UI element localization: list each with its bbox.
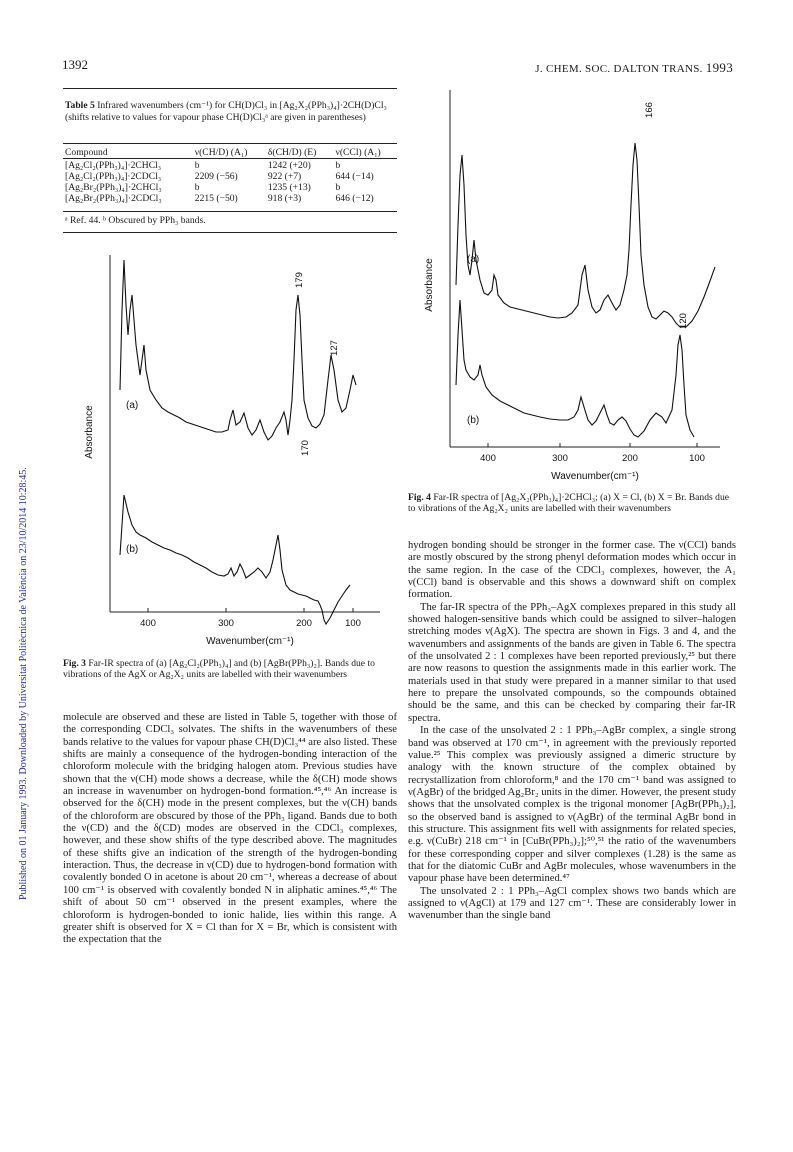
fig4-trace-a — [456, 143, 715, 327]
fig4-trace-a-label: (a) — [467, 254, 480, 265]
table5-label: Table 5 — [65, 100, 95, 111]
table-cell: b — [194, 182, 200, 193]
table5-col-delta-ch: δ(CH/D) (E) — [267, 147, 317, 158]
table-cell: [Ag₂Cl₂(PPh₃)₄]·2CHCl₃ — [65, 160, 162, 171]
journal-header — [535, 60, 733, 76]
fig4-ylabel: Absorbance — [424, 258, 435, 312]
table-head-rule — [63, 143, 397, 144]
paragraph: hydrogen bonding should be stronger in the former case. The ν(CCl) bands are mostly obscured by the strong phenyl deformation modes which occur in the same region. In the case of the CDCl₃ complexes, however, the A₁ ν(CCl) band is observable and this shows a downward shift on complex formation. — [408, 540, 736, 601]
fig3-tick-label: 300 — [218, 618, 234, 629]
fig3-trace-b-label: (b) — [126, 544, 139, 555]
table5-caption — [65, 100, 397, 123]
table5-col-nu-ccl: ν(CCl) (A₁) — [335, 147, 381, 158]
fig3-trace-a — [120, 260, 356, 440]
fig3-peak-label: 127 — [329, 340, 340, 356]
table-cell: 918 (+3) — [267, 193, 302, 204]
table-cell: 1235 (+13) — [267, 182, 311, 193]
fig3-peak-label: 170 — [300, 440, 311, 456]
fig3-xlabel: Wavenumber(cm⁻¹) — [206, 636, 294, 647]
table5 — [63, 147, 397, 204]
table-cell: b — [335, 160, 341, 171]
fig4-tick-label: 200 — [622, 453, 638, 464]
table-cell: [Ag₂Br₂(PPh₃)₄]·2CDCl₃ — [65, 193, 162, 204]
download-watermark — [6, 180, 29, 900]
fig3-ylabel: Absorbance — [84, 405, 95, 459]
figure4-caption-text: Far-IR spectra of [Ag₂X₂(PPh₃)₄]·2CHCl₃; (a) X = Cl, (b) X = Br. Bands due to vibrations of the Ag₂X₂ units are labelled with their wavenumbers — [408, 492, 729, 515]
table5-header-row — [63, 147, 397, 158]
figure4-plot — [410, 85, 730, 485]
fig3-tick-label: 100 — [345, 618, 361, 629]
page-number: 1392 — [62, 57, 88, 72]
table-end-rule — [63, 232, 397, 233]
fig4-xlabel: Wavenumber(cm⁻¹) — [551, 471, 639, 482]
fig3-peak-label: 179 — [294, 272, 305, 288]
watermark-text: Published on 01 January 1993. Downloaded by Universitat Politècnica de València on 23/10/2014 10:28:45. — [18, 467, 29, 900]
journal-year: 1993 — [705, 60, 733, 75]
table-cell: 1242 (+20) — [267, 160, 311, 171]
figure3-plot — [80, 250, 380, 650]
figure3-caption — [63, 658, 397, 680]
fig4-tick-label: 300 — [552, 453, 568, 464]
table-cell: 646 (−12) — [335, 193, 374, 204]
table-row — [63, 171, 397, 182]
fig3-trace-a-label: (a) — [126, 400, 139, 411]
table-top-rule — [63, 88, 397, 89]
table5-footnote: ᵃ Ref. 44. ᵇ Obscured by PPh₃ bands. — [65, 215, 206, 226]
table-cell: b — [194, 160, 200, 171]
table-cell: [Ag₂Cl₂(PPh₃)₄]·2CDCl₃ — [65, 171, 162, 182]
table-row — [63, 193, 397, 204]
table-bottom-rule — [63, 211, 397, 212]
paragraph: In the case of the unsolvated 2 : 1 PPh₃–AgBr complex, a single strong band was observed at 170 cm⁻¹, in agreement with the previously reported value.²⁵ This complex was previously assigned a dimeric structure by analogy with the known structure of the complex obtained by recrystallization from chloroform,⁸ and the 170 cm⁻¹ band was assigned to ν(AgBr) of the bridged Ag₂Br₂ units in the dimer. However, the present study shows that the unsolvated complex is the trigonal monomer [AgBr(PPh₃)₂], so the observed band is assigned to ν(AgBr) of the terminal AgBr bond in this structure. This assignment fits well with assignments for related species, e.g. ν(CuBr) 218 cm⁻¹ in [CuBr(PPh₃)₂];⁵⁰,⁵¹ the ratio of the wavenumbers for these corresponding copper and silver complexes (1.28) is the same as that for the diatomic CuBr and AgBr molecules, whose wavenumbers in the vapour phase have been determined.⁴⁷ — [408, 725, 736, 885]
table-cell: 644 (−14) — [335, 171, 374, 182]
paragraph: The far-IR spectra of the PPh₃–AgX complexes prepared in this study all showed halogen-sensitive bands which could be assigned to silver–halogen stretching modes ν(AgX). The spectra are shown in Figs. 3 and 4, and the wavenumbers and assignments of the bands are given in Table 6. The spectra of the unsolvated 2 : 1 complexes have been reported previously,²⁵ but there are now reasons to question the assignments made in this earlier work. The materials used in that study were prepared in a manner similar to that used here to prepare the unsolvated compounds, so the compounds obtained should be the same, and this can be checked by comparing their far-IR spectra. — [408, 601, 736, 724]
fig4-trace-b — [456, 300, 694, 437]
table-cell: b — [335, 182, 341, 193]
figure3-caption-label: Fig. 3 — [63, 658, 86, 669]
table-row — [63, 182, 397, 193]
table-cell: [Ag₂Br₂(PPh₃)₄]·2CHCl₃ — [65, 182, 162, 193]
fig4-peak-label: 166 — [644, 102, 655, 118]
figure4 — [410, 85, 730, 485]
table-cell: 922 (+7) — [267, 171, 302, 182]
table5-col-compound: Compound — [65, 147, 108, 158]
paragraph: The unsolvated 2 : 1 PPh₃–AgCl complex shows two bands which are assigned to ν(AgCl) at 179 and 127 cm⁻¹. These are considerably lower in wavenumber than the single band — [408, 885, 736, 922]
table-row — [63, 160, 397, 171]
table5-caption-text: Infrared wavenumbers (cm⁻¹) for CH(D)Cl₃ in [Ag₂X₂(PPh₃)₄]·2CH(D)Cl₃ (shifts relative to values for vapour phase CH(D)Cl₃ᵃ are given in parentheses) — [65, 100, 387, 123]
figure3-caption-text: Far-IR spectra of (a) [Ag₂Cl₂(PPh₃)₄] and (b) [AgBr(PPh₃)₂]. Bands due to vibrations of the AgX or Ag₂X₂ units are labelled with their wavenumbers — [63, 658, 375, 681]
figure4-caption — [408, 492, 736, 514]
fig4-trace-b-label: (b) — [467, 415, 480, 426]
right-column — [408, 540, 736, 923]
fig4-peak-label: 120 — [678, 313, 689, 329]
fig3-trace-b — [120, 495, 350, 624]
fig4-tick-label: 400 — [480, 453, 496, 464]
figure3 — [80, 250, 380, 650]
table-cell: 2209 (−56) — [194, 171, 238, 182]
paragraph: molecule are observed and these are listed in Table 5, together with those of the corresponding CDCl₃ solvates. The shifts in the wavenumbers of these bands relative to the values for vapour phase CH(D)Cl₃⁴⁴ are also listed. These shifts are mainly a consequence of the hydrogen-bonding interaction of the chloroform molecule with the bridging halogen atom. Previous studies have shown that the ν(CH) mode shows a decrease, while the δ(CH) mode shows an increase in wavenumber on hydrogen-bond formation.⁴⁵,⁴⁶ An increase is observed for the δ(CH) mode in the present complexes, but the ν(CH) bands of the chloroform are obscured by those of the PPh₃ ligand. Bands due to both the ν(CD) and the δ(CD) modes are observed in the CDCl₃ complexes, however, and these show shifts of the type described above. The magnitudes of these shifts give an indication of the strength of the hydrogen-bonding interaction. Thus, the decrease in ν(CD) due to hydrogen-bond formation with covalently bonded O in acetone is about 20 cm⁻¹, whereas a decrease of about 100 cm⁻¹ is observed with covalently bonded N in aliphatic amines.⁴⁵,⁴⁶ The shift of about 50 cm⁻¹ observed in the present examples, where the chloroform is hydrogen-bonded to ionic halide, lies within this range. A greater shift is observed for X = Cl than for X = Br, which is consistent with the expectation that the — [63, 712, 397, 946]
fig4-tick-label: 100 — [689, 453, 705, 464]
figure4-caption-label: Fig. 4 — [408, 492, 431, 503]
fig3-tick-label: 400 — [140, 618, 156, 629]
fig3-tick-label: 200 — [296, 618, 312, 629]
left-column — [63, 712, 397, 947]
table-cell: 2215 (−50) — [194, 193, 238, 204]
table5-col-nu-ch: ν(CH/D) (A₁) — [194, 147, 248, 158]
journal-name: J. CHEM. SOC. DALTON TRANS. — [535, 63, 703, 75]
